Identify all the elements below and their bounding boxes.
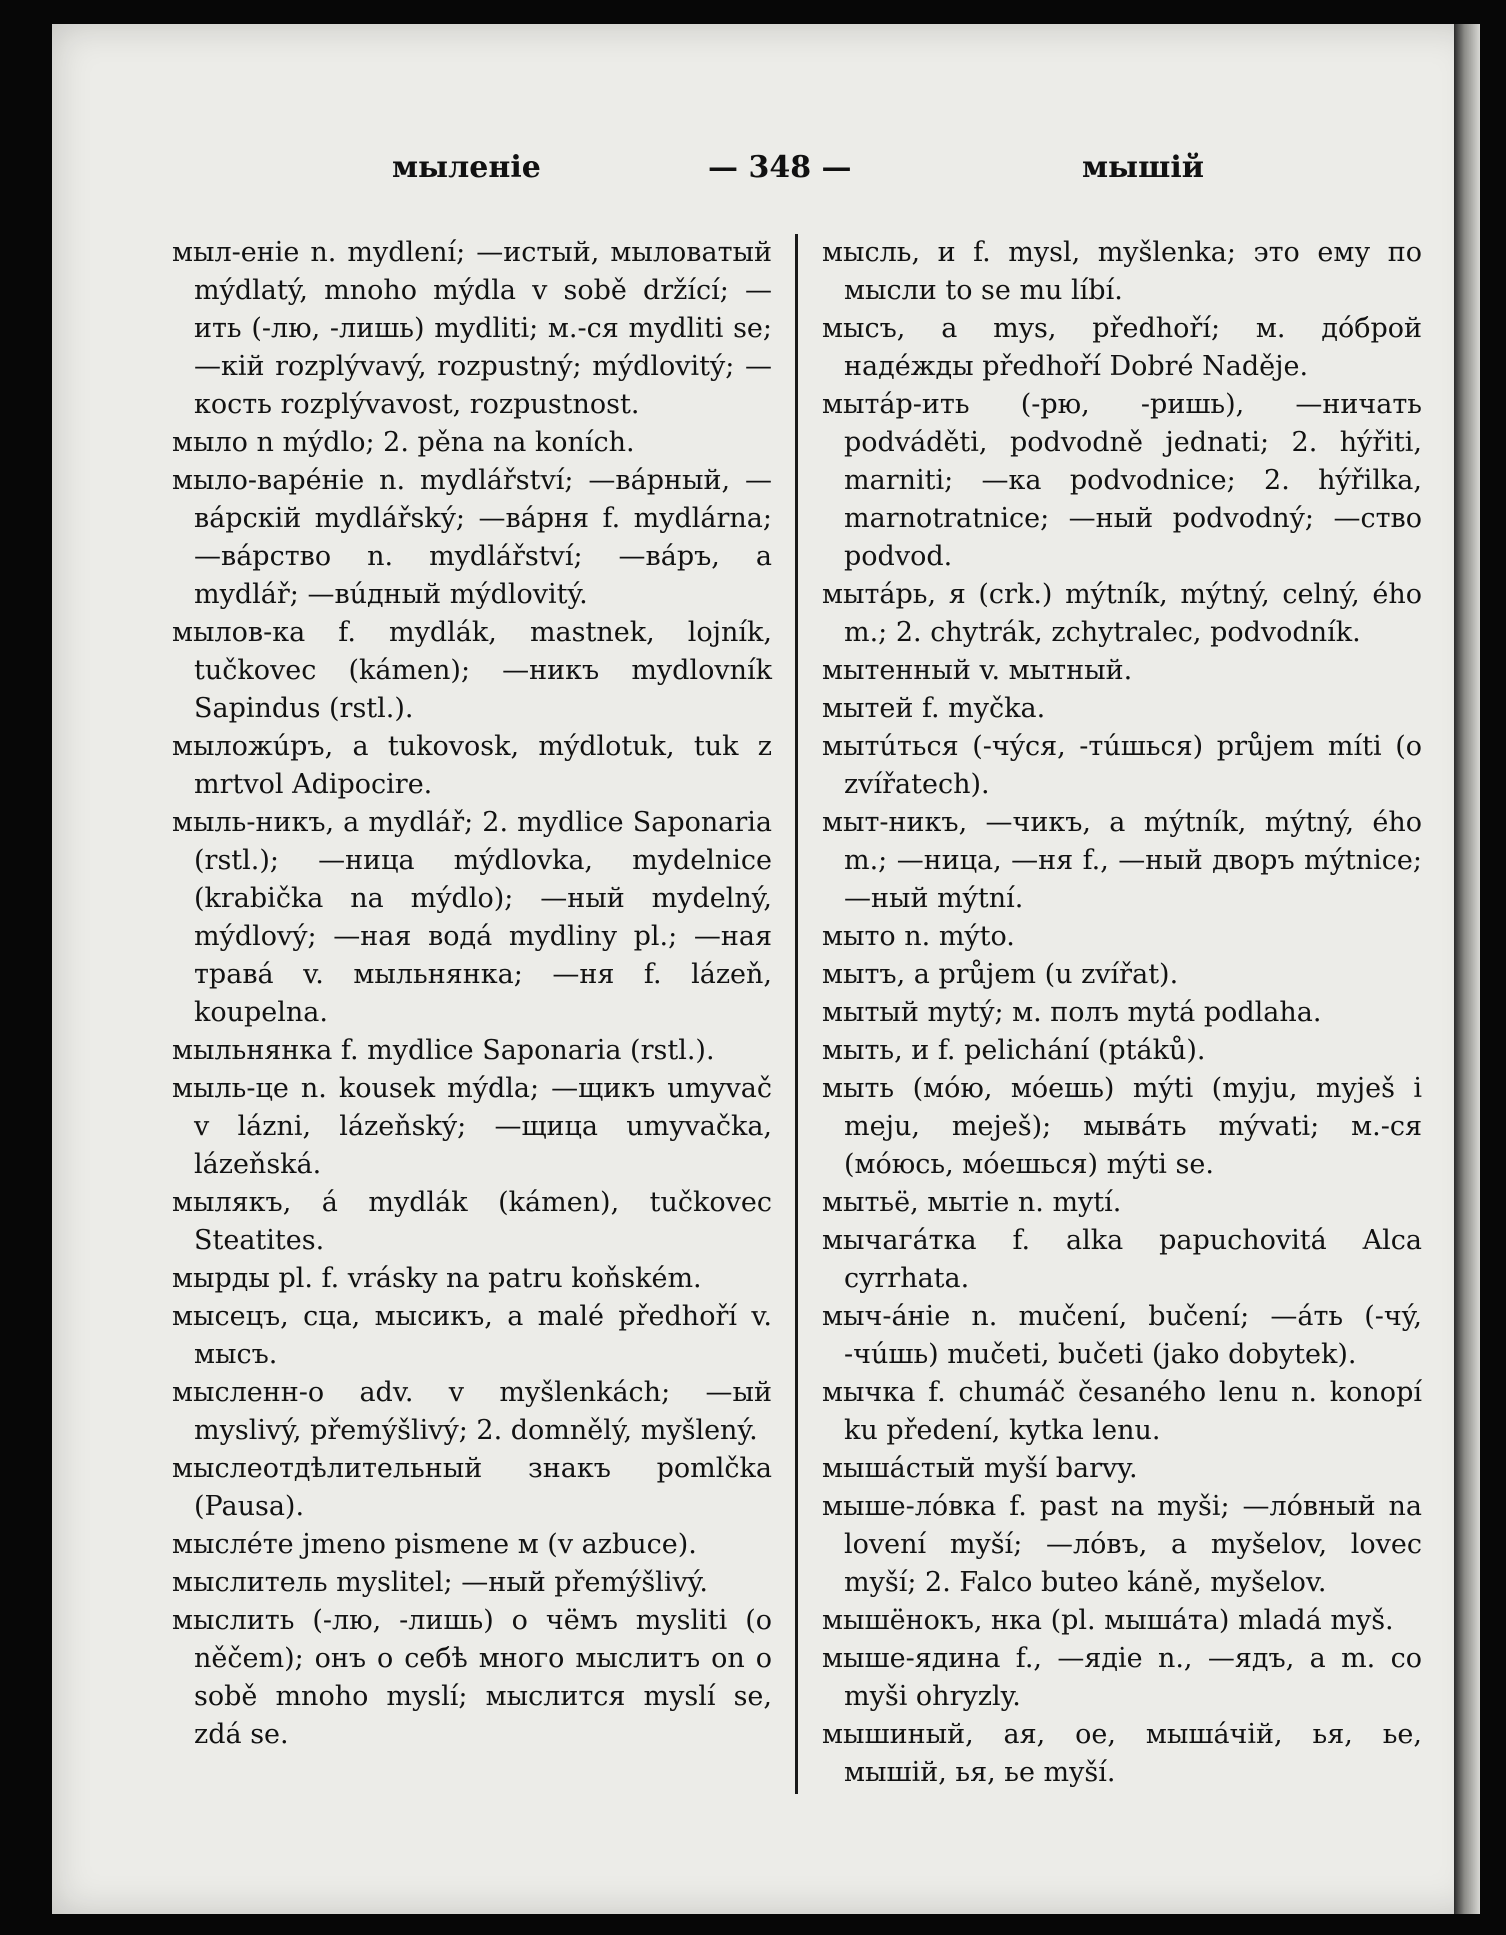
header-right-word: мышій xyxy=(1082,150,1205,185)
page-edge xyxy=(1454,24,1480,1914)
entry: мытúться (-чýся, -тúшься) průjem míti (o zvířatech). xyxy=(822,731,1422,800)
entry: мыть, и f. pelichání (ptáků). xyxy=(822,1035,1206,1066)
entry: мысль, и f. mysl, myšlenka; это ему по мысли to se mu líbí. xyxy=(822,237,1422,306)
entry: мырды pl. f. vrásky na patru koňském. xyxy=(172,1263,702,1294)
running-head xyxy=(52,132,1480,185)
entry: мычагáтка f. alka papuchovitá Alca cyrrhata. xyxy=(822,1225,1422,1294)
entry: мытъ, а průjem (u zvířat). xyxy=(822,959,1179,990)
entry: мысъ, а mys, předhoří; м. дóброй надéжды předhoří Dobré Naděje. xyxy=(822,313,1422,382)
right-column xyxy=(822,234,1422,1792)
entry: мыслéте jmeno pismene м (v azbuce). xyxy=(172,1529,697,1560)
entry: мыль-никъ, а mydlář; 2. mydlice Saponaria (rstl.); —ница mýdlovka, mydelnice (krabička na mýdlo); —ный mydelný, mýdlový; —ная водá mydliny pl.; —ная травá v. мыльнянка; —ня f. lázeň, koupelna. xyxy=(172,807,772,1028)
entry: мыслить (-лю, -лишь) о чёмъ mysliti (o něčem); онъ о себѣ много мыслитъ on o sobě mnoho myslí; мыслится myslí se, zdá se. xyxy=(172,1605,772,1750)
entry: мысецъ, сца, мысикъ, а malé předhoří v. мысъ. xyxy=(172,1301,772,1370)
left-column xyxy=(172,234,772,1754)
entry: мыше-ядина f., —ядie n., —ядъ, а m. co myši ohryzly. xyxy=(822,1643,1422,1712)
entry: мытей f. myčka. xyxy=(822,693,1046,724)
entry: мытенный v. мытный. xyxy=(822,655,1133,686)
entry: мыше-лóвка f. past na myši; —лóвный na lovení myší; —лóвъ, а myšelov, lovec myší; 2. Falco buteo káně, myšelov. xyxy=(822,1491,1422,1598)
entry: мыто n. mýto. xyxy=(822,921,1015,952)
entry: мылякъ, á mydlák (kámen), tučkovec Steatites. xyxy=(172,1187,772,1256)
entry: мыло-варéнie n. mydlářství; —вáрный, —вáрскій mydlářský; —вáрня f. mydlárna; —вáрство n. mydlářství; —вáръ, а mydlář; —вúдный mýdlovitý. xyxy=(172,465,772,610)
entry: мыложúръ, а tukovosk, mýdlotuk, tuk z mrtvol Adipocire. xyxy=(172,731,772,800)
entry: мыч-áнie n. mučení, bučení; —áть (-чý, -чúшь) mučeti, bučeti (jako dobytek). xyxy=(822,1301,1422,1370)
entry: мылов-ка f. mydlák, mastnek, lojník, tučkovec (kámen); —никъ mydlovník Sapindus (rstl.). xyxy=(172,617,772,724)
entry: мыль-це n. kousek mýdla; —щикъ umyvač v lázni, lázeňský; —щица umyvačka, lázeňská. xyxy=(172,1073,772,1180)
entry: мыл-енie n. mydlení; —истый, мыловатый mýdlatý, mnoho mýdla v sobě držící; —ить (-лю, -лишь) mydliti; м.-ся mydliti se; —кій rozplývavý, rozpustný; mýdlovitý; —кость rozplývavost, rozpustnost. xyxy=(172,237,772,420)
entry: мышáстый myší barvy. xyxy=(822,1453,1138,1484)
entry: мыслеотдѣлительный знакъ pomlčka (Pausa). xyxy=(172,1453,772,1522)
entry: мыльнянка f. mydlice Saponaria (rstl.). xyxy=(172,1035,715,1066)
dictionary-page xyxy=(52,24,1480,1914)
header-left-word: мыленie xyxy=(392,150,541,185)
entry: мыслитель myslitel; —ный přemýšlivý. xyxy=(172,1567,708,1598)
entry: мытьё, мытie n. mytí. xyxy=(822,1187,1122,1218)
entry: мыть (мóю, мóешь) mýti (myju, myješ i meju, meješ); мывáть mývati; м.-ся (мóюсь, мóешься) mýti se. xyxy=(822,1073,1422,1180)
entry: мытый mytý; м. полъ mytá podlaha. xyxy=(822,997,1322,1028)
page-number: — 348 — xyxy=(708,150,852,185)
entry: мыт-никъ, —чикъ, а mýtník, mýtný, ého m.; —ница, —ня f., —ный дворъ mýtnice; —ный mýtní. xyxy=(822,807,1422,914)
entry: мыло n mýdlo; 2. pěna na koních. xyxy=(172,427,635,458)
column-divider xyxy=(795,234,798,1794)
entry: мышёнокъ, нка (pl. мышáта) mladá myš. xyxy=(822,1605,1394,1636)
entry: мысленн-о adv. v myšlenkách; —ый myslivý, přemýšlivý; 2. domnělý, myšlený. xyxy=(172,1377,772,1446)
entry: мышиный, ая, ое, мышáчій, ья, ье, мышій, ья, ье myší. xyxy=(822,1719,1422,1788)
entry: мытáрь, я (crk.) mýtník, mýtný, celný, ého m.; 2. chytrák, zchytralec, podvodník. xyxy=(822,579,1422,648)
entry: мычка f. chumáč česaného lenu n. konopí ku předení, kytka lenu. xyxy=(822,1377,1422,1446)
entry: мытáр-ить (-рю, -ришь), —ничать podváděti, podvodně jednati; 2. hýřiti, marniti; —ка podvodnice; 2. hýřilka, marnotratnice; —ный podvodný; —ство podvod. xyxy=(822,389,1422,572)
